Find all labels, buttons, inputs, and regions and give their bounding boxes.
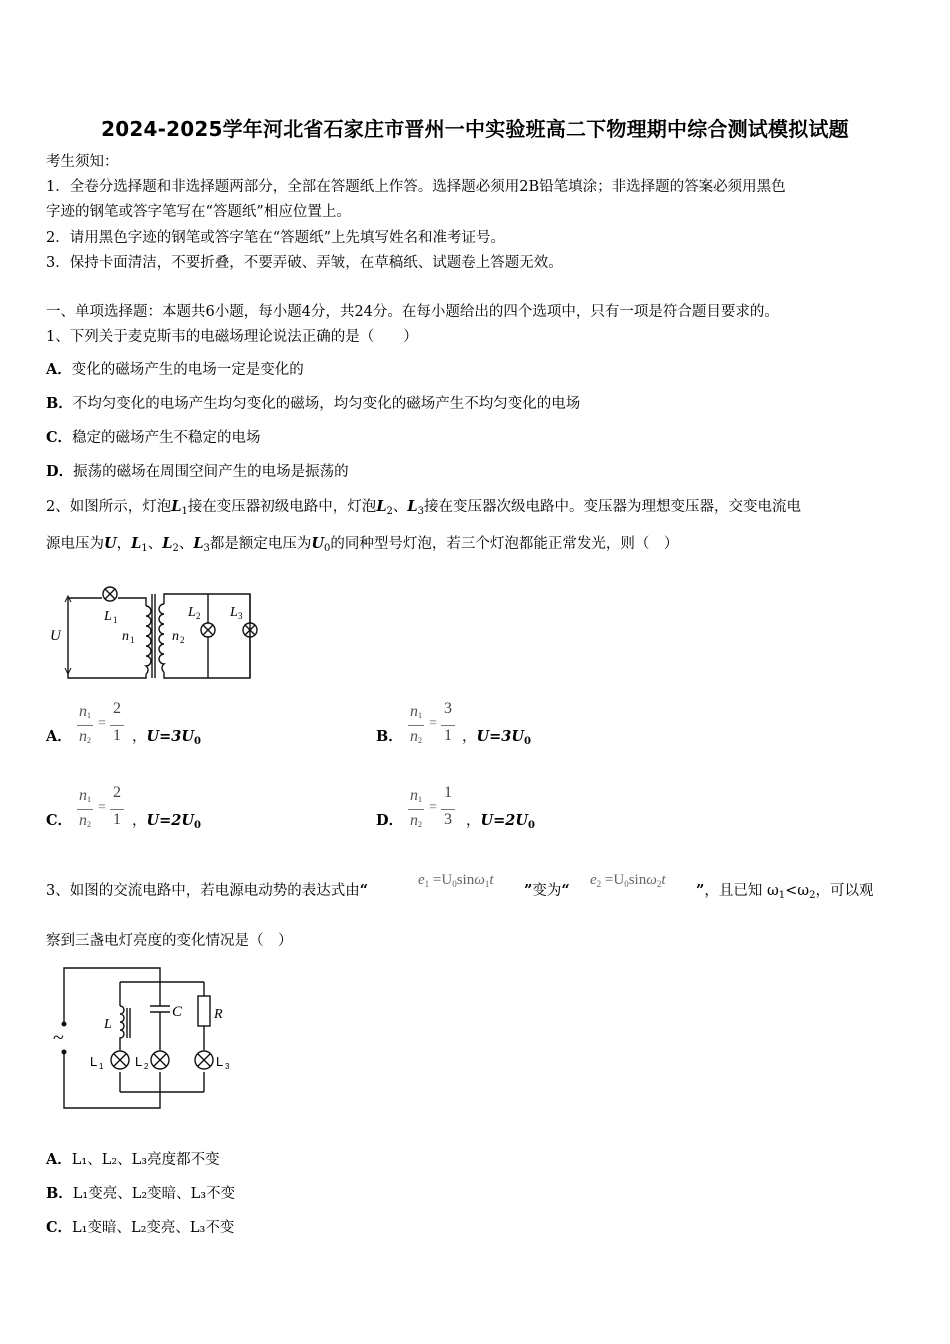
notice-line-2: 2．请用黑色字迹的钢笔或答字笔在“答题纸”上先填写姓名和准考证号。 bbox=[46, 230, 506, 246]
option-text: 稳定的磁场产生不稳定的电场 bbox=[72, 430, 261, 446]
fig-label-inductor: L bbox=[104, 1017, 112, 1032]
fig-label-l1: L bbox=[90, 1054, 98, 1069]
fig-label-u: U bbox=[50, 628, 61, 644]
option-text: 振荡的磁场在周围空间产生的电场是振荡的 bbox=[73, 464, 349, 480]
option-text: 不均匀变化的电场产生均匀变化的磁场，均匀变化的磁场产生不均匀变化的电场 bbox=[72, 396, 581, 412]
svg-text:3: 3 bbox=[225, 1062, 230, 1071]
option-letter: C． bbox=[46, 429, 73, 446]
fig-label-l3: L bbox=[216, 1054, 224, 1069]
svg-text:2: 2 bbox=[180, 635, 185, 645]
q3-formula-e1: $e_1 =U_0\sin\omega_1t$ bbox=[418, 872, 494, 889]
q2-option-b-letter: B． bbox=[376, 728, 403, 745]
q3-option-c: C．L₁变暗、L₂变亮、L₃不变 bbox=[46, 1219, 235, 1236]
q3-stem-part2: ”变为“ bbox=[524, 882, 570, 899]
q2-stem-line1: 2、如图所示，灯泡$L_1$接在变压器初级电路中，灯泡$L_2$、$L_3$接在变压器次级电路中。变压器为理想变压器，交变电流电 bbox=[46, 498, 801, 517]
q2-option-c-ratio: n 1 n 2 = 2 1 bbox=[77, 787, 127, 837]
svg-text:3: 3 bbox=[238, 611, 243, 621]
q1-option-c bbox=[46, 428, 261, 448]
fig-label-l1: L bbox=[104, 609, 112, 624]
svg-text:1: 1 bbox=[113, 615, 118, 625]
option-letter: D． bbox=[46, 463, 74, 480]
q3-option-b: B．L₁变亮、L₂变暗、L₃不变 bbox=[46, 1185, 236, 1202]
svg-text:1: 1 bbox=[130, 635, 135, 645]
svg-text:2: 2 bbox=[196, 611, 201, 621]
option-letter: A． bbox=[46, 361, 72, 378]
q3-stem-line2: 察到三盏电灯亮度的变化情况是（ ） bbox=[46, 933, 293, 949]
q2-option-d-ratio: n 1 n 2 = 1 3 bbox=[408, 787, 458, 837]
q2-option-a-voltage: ，$U=3U_0$ bbox=[132, 728, 201, 747]
page-title: 2024-2025学年河北省石家庄市晋州一中实验班高二下物理期中综合测试模拟试题 bbox=[101, 117, 849, 141]
q3-option-a: A．L₁、L₂、L₃亮度都不变 bbox=[46, 1151, 220, 1168]
fig-label-l2: L bbox=[188, 605, 196, 620]
q2-option-d-voltage: ，$U=2U_0$ bbox=[466, 812, 535, 831]
fig-label-capacitor: C bbox=[172, 1004, 183, 1020]
section-heading: 一、单项选择题：本题共6小题，每小题4分，共24分。在每小题给出的四个选项中，只有一项是符合题目要求的。 bbox=[46, 304, 779, 320]
fig-label-n1: n bbox=[122, 629, 129, 644]
fig-label-resistor: R bbox=[214, 1007, 223, 1022]
option-letter: B． bbox=[46, 395, 73, 412]
transformer-circuit-figure bbox=[46, 580, 261, 685]
svg-text:1: 1 bbox=[99, 1062, 104, 1071]
notice-line-1a: 1．全卷分选择题和非选择题两部分，全部在答题纸上作答。选择题必须用2B铅笔填涂；非选择题的答案必须用黑色 bbox=[46, 179, 786, 195]
q3-stem-part1: 3、如图的交流电路中，若电源电动势的表达式由“ bbox=[46, 882, 369, 899]
q2-option-b-ratio: n 1 n 2 = 3 1 bbox=[408, 703, 458, 753]
fig-label-l3: L bbox=[230, 605, 238, 620]
fig-label-l2: L bbox=[135, 1054, 143, 1069]
q2-option-a-ratio: n 1 n 2 = 2 1 bbox=[77, 703, 127, 753]
q1-option-a bbox=[46, 360, 304, 380]
q2-option-a-letter: A． bbox=[46, 728, 72, 745]
q3-formula-e2: $e_2 =U_0\sin\omega_2t$ bbox=[590, 872, 666, 889]
option-text: 变化的磁场产生的电场一定是变化的 bbox=[71, 362, 304, 378]
ac-source-symbol: ~ bbox=[53, 1027, 64, 1049]
fig-label-n2: n bbox=[172, 629, 179, 644]
q1-option-d bbox=[46, 462, 349, 482]
q2-option-c-letter: C． bbox=[46, 812, 73, 829]
q2-option-b-voltage: ，$U=3U_0$ bbox=[462, 728, 531, 747]
q2-option-d-letter: D． bbox=[376, 812, 404, 829]
notice-heading: 考生须知： bbox=[46, 154, 119, 170]
q1-option-b bbox=[46, 394, 580, 414]
q2-stem-line2: 源电压为U，$L_1$、$L_2$、$L_3$都是额定电压为$U_0$的同种型号灯泡，若三个灯泡都能正常发光，则（ ） bbox=[46, 535, 679, 554]
q1-stem: 1、下列关于麦克斯韦的电磁场理论说法正确的是（ ） bbox=[46, 329, 418, 345]
notice-line-3: 3．保持卡面清洁，不要折叠，不要弄破、弄皱，在草稿纸、试题卷上答题无效。 bbox=[46, 255, 563, 271]
rlc-circuit-figure bbox=[46, 962, 246, 1114]
q3-stem-part3: ”，且已知 $\omega_1<\omega_2$，可以观 bbox=[696, 882, 874, 901]
svg-text:2: 2 bbox=[144, 1062, 149, 1071]
q2-option-c-voltage: ，$U=2U_0$ bbox=[132, 812, 201, 831]
notice-line-1b: 字迹的钢笔或答字笔写在“答题纸”相应位置上。 bbox=[46, 204, 351, 220]
